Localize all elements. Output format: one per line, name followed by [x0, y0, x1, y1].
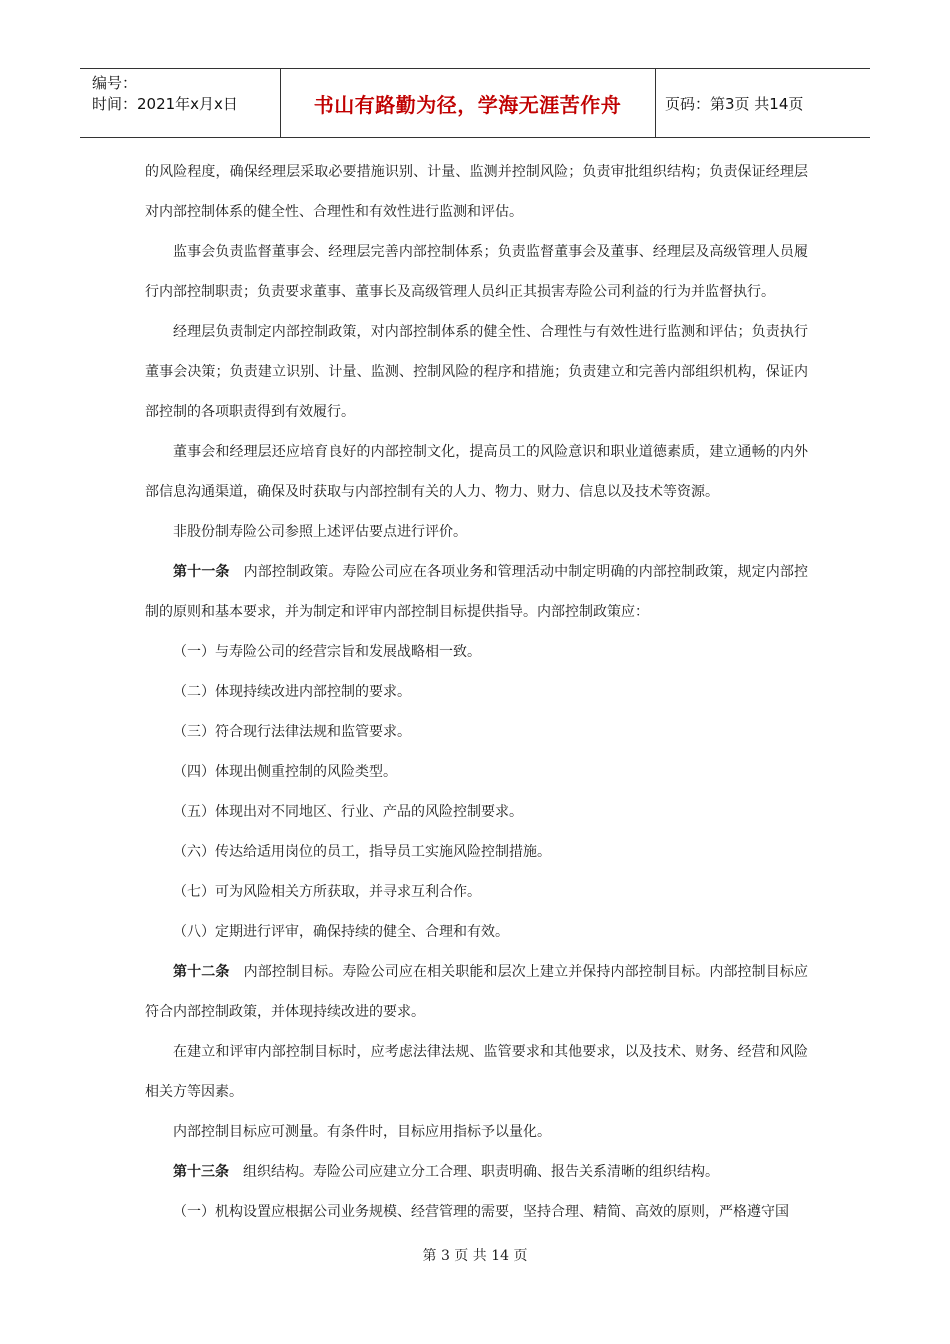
body-paragraph [145, 792, 808, 832]
article-heading: 第十二条 [173, 964, 230, 980]
article-paragraph [145, 952, 808, 1032]
paragraph-text: （二）体现持续改进内部控制的要求。 [173, 684, 411, 700]
paragraph-text: （三）符合现行法律法规和监管要求。 [173, 724, 411, 740]
article-paragraph [145, 552, 808, 632]
paragraph-text: （八）定期进行评审，确保持续的健全、合理和有效。 [173, 924, 509, 940]
document-body [145, 152, 808, 1232]
body-paragraph [145, 1192, 808, 1232]
header-motto: 书山有路勤为径，学海无涯苦作舟 [313, 92, 622, 117]
body-paragraph [145, 872, 808, 912]
body-paragraph [145, 672, 808, 712]
body-paragraph [145, 152, 808, 232]
body-paragraph [145, 232, 808, 312]
body-paragraph [145, 832, 808, 872]
body-paragraph [145, 1112, 808, 1152]
article-paragraph [145, 1152, 808, 1192]
paragraph-text: 内部控制政策。寿险公司应在各项业务和管理活动中制定明确的内部控制政策，规定内部控制的原则和基本要求，并为制定和评审内部控制目标提供指导。内部控制政策应： [145, 564, 809, 620]
paragraph-text: （一）与寿险公司的经营宗旨和发展战略相一致。 [173, 644, 481, 660]
body-paragraph [145, 432, 808, 512]
paragraph-text: （四）体现出侧重控制的风险类型。 [173, 764, 397, 780]
doc-meta [92, 73, 238, 115]
doc-date-label: 时间：2021年x月x日 [92, 95, 238, 113]
doc-number-label: 编号： [92, 74, 138, 92]
body-paragraph [145, 912, 808, 952]
paragraph-text: 内部控制目标应可测量。有条件时，目标应用指标予以量化。 [173, 1124, 551, 1140]
paragraph-text: （六）传达给适用岗位的员工，指导员工实施风险控制措施。 [173, 844, 551, 860]
paragraph-text: 的风险程度，确保经理层采取必要措施识别、计量、监测并控制风险；负责审批组织结构；负责保证经理层对内部控制体系的健全性、合理性和有效性进行监测和评估。 [145, 164, 808, 220]
header-divider-right [655, 69, 656, 137]
page-footer: 第 3 页 共 14 页 [422, 1248, 528, 1264]
paragraph-text: 监事会负责监督董事会、经理层完善内部控制体系；负责监督董事会及董事、经理层及高级管理人员履行内部控制职责；负责要求董事、董事长及高级管理人员纠正其损害寿险公司利益的行为并监督执行。 [145, 244, 808, 300]
article-heading: 第十三条 [173, 1164, 229, 1180]
paragraph-text: 组织结构。寿险公司应建立分工合理、职责明确、报告关系清晰的组织结构。 [229, 1164, 719, 1180]
paragraph-text: 内部控制目标。寿险公司应在相关职能和层次上建立并保持内部控制目标。内部控制目标应符合内部控制政策，并体现持续改进的要求。 [145, 964, 809, 1020]
body-paragraph [145, 312, 808, 432]
paragraph-text: 在建立和评审内部控制目标时，应考虑法律法规、监管要求和其他要求，以及技术、财务、经营和风险相关方等因素。 [145, 1044, 808, 1100]
body-paragraph [145, 712, 808, 752]
paragraph-text: （七）可为风险相关方所获取，并寻求互利合作。 [173, 884, 481, 900]
body-paragraph [145, 632, 808, 672]
header-page-number: 页码：第3页 共14页 [665, 94, 804, 113]
article-heading: 第十一条 [173, 564, 230, 580]
body-paragraph [145, 1032, 808, 1112]
paragraph-text: 经理层负责制定内部控制政策，对内部控制体系的健全性、合理性与有效性进行监测和评估；负责执行董事会决策；负责建立识别、计量、监测、控制风险的程序和措施；负责建立和完善内部组织机构，保证内部控制的各项职责得到有效履行。 [145, 324, 808, 420]
paragraph-text: 董事会和经理层还应培育良好的内部控制文化，提高员工的风险意识和职业道德素质，建立通畅的内外部信息沟通渠道，确保及时获取与内部控制有关的人力、物力、财力、信息以及技术等资源。 [145, 444, 808, 500]
paragraph-text: 非股份制寿险公司参照上述评估要点进行评价。 [173, 524, 467, 540]
body-paragraph [145, 512, 808, 552]
paragraph-text: （一）机构设置应根据公司业务规模、经营管理的需要，坚持合理、精简、高效的原则，严格遵守国 [173, 1204, 789, 1220]
page-header [80, 68, 870, 138]
paragraph-text: （五）体现出对不同地区、行业、产品的风险控制要求。 [173, 804, 523, 820]
body-paragraph [145, 752, 808, 792]
